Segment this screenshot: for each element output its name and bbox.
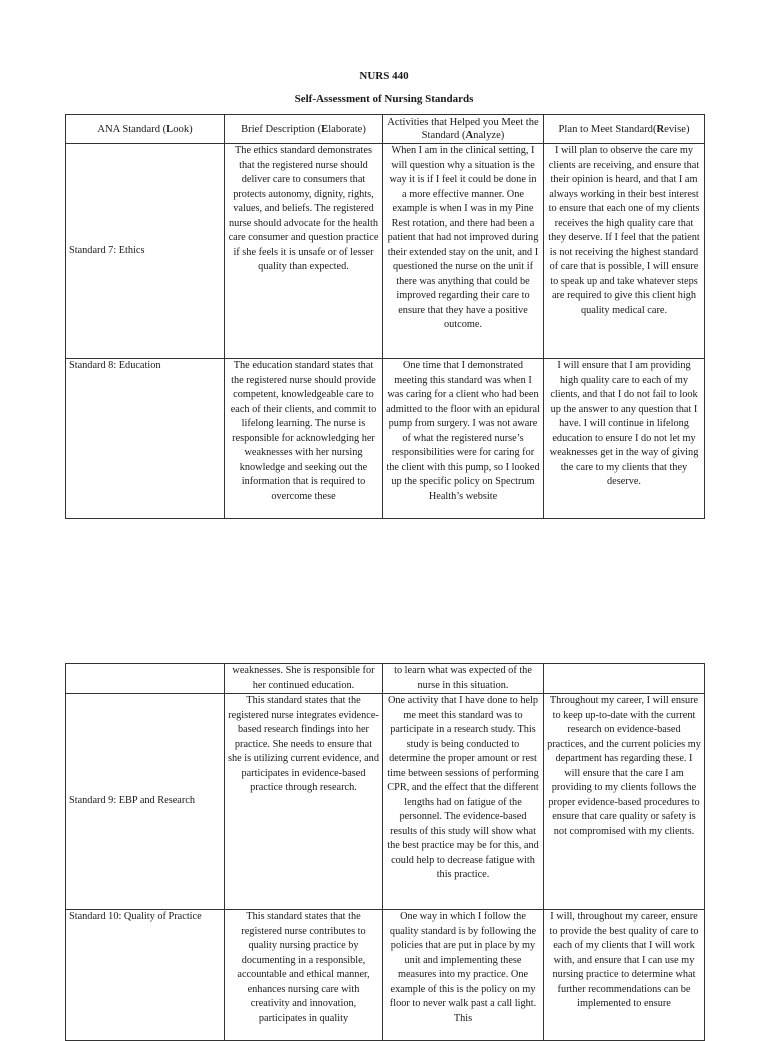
standard-name: Standard 8: Education — [66, 359, 225, 519]
standard-name: Standard 9: EBP and Research — [66, 694, 225, 910]
table-row — [66, 910, 705, 1041]
standard-activities: One time that I demonstrated meeting this standard was when I was caring for a client who had been admitted to the floor with an epidural pump from surgery. I was not aware of what the registered nurse’s responsibilities were for caring for the client with this pump, so I looked up the specific policy on Spectrum Health’s website — [383, 359, 544, 519]
header-ana-standard: ANA Standard (Look) — [66, 115, 225, 144]
header-activities: Activities that Helped you Meet the Standard (Analyze) — [383, 115, 544, 144]
table-row — [66, 144, 705, 359]
table-row — [66, 694, 705, 910]
standard-description: weaknesses. She is responsible for her continued education. — [225, 664, 383, 694]
standard-activities: to learn what was expected of the nurse in this situation. — [383, 664, 544, 694]
standard-plan: I will plan to observe the care my clients are receiving, and ensure that their opinion is heard, and that I am always working in their best interest to ensure that each one of my clients receives the high quality care that they deserve. If I feel that the patient is not receiving the highest standard of care that is possible, I will ensure to speak up and take whatever steps are required to give this client high quality medical care. — [544, 144, 705, 359]
header-brief-description: Brief Description (Elaborate) — [225, 115, 383, 144]
standard-name: Standard 7: Ethics — [66, 144, 225, 359]
standard-description: The ethics standard demonstrates that the registered nurse should deliver care to consumers that protects autonomy, dignity, rights, values, and beliefs. The registered nurse should advocate for the health care consumer and question practice if she feels it is unsafe or of lesser quality than expected. — [225, 144, 383, 359]
standard-activities: When I am in the clinical setting, I will question why a situation is the way it is if I feel it could be done in a more effective manner. One example is when I was in my Pine Rest rotation, and there had been a patient that had not improved during their extended stay on the unit, and I questioned the nurse on the unit if there was anything that could be improved regarding their care to ensure that they have a positive outcome. — [383, 144, 544, 359]
standard-plan: I will ensure that I am providing high quality care to each of my clients, and that I do not fail to look up the answer to any question that I have. I will continue in lifelong education to ensure I do not let my weaknesses get in the way of giving the care to my clients that they deserve. — [544, 359, 705, 519]
table-header-row — [66, 115, 705, 144]
continuation-row — [66, 664, 705, 694]
standard-activities: One activity that I have done to help me meet this standard was to participate in a research study. This study is being conducted to determine the proper amount or rest time between sessions of performing CPR, and the effect that the different lengths had on fatigue of the personnel. The evidence-based results of this study will show what the best practice may be for this, and could help to decrease fatigue with this practice. — [383, 694, 544, 910]
standard-description: The education standard states that the registered nurse should provide competent, knowledgeable care to each of their clients, and commit to lifelong learning. The nurse is responsible for acknowledging her weaknesses with her nursing knowledge and seeking out the information that is required to overcome these — [225, 359, 383, 519]
document-title: Self-Assessment of Nursing Standards — [294, 93, 474, 105]
standard-name — [66, 664, 225, 694]
standard-activities: One way in which I follow the quality standard is by following the policies that are put in place by my unit and implementing these measures into my practice. One example of this is the policy on my floor to never walk past a call light. This — [383, 910, 544, 1041]
header-plan: Plan to Meet Standard(Revise) — [544, 115, 705, 144]
standard-name: Standard 10: Quality of Practice — [66, 910, 225, 1041]
standard-plan — [544, 664, 705, 694]
course-code: NURS 440 — [359, 70, 409, 82]
standard-description: This standard states that the registered nurse contributes to quality nursing practice by documenting in a responsible, accountable and ethical manner, enhances nursing care with creativity and innovation, participates in quality — [225, 910, 383, 1041]
standards-table-page2 — [65, 663, 705, 1041]
standard-description: This standard states that the registered nurse integrates evidence-based research findings into her practice. She needs to ensure that she is utilizing current evidence, and participates in evidence-based practice through research. — [225, 694, 383, 910]
standards-table-page1 — [65, 114, 705, 519]
table-row — [66, 359, 705, 519]
standard-plan: Throughout my career, I will ensure to keep up-to-date with the current research on evidence-based practices, and the current policies my department has regarding these. I will ensure that the care I am providing to my clients follows the proper evidence-based procedures to ensure that care quality or safety is not compromised with my clients. — [544, 694, 705, 910]
standard-plan: I will, throughout my career, ensure to provide the best quality of care to each of my clients that I will work with, and ensure that I can use my nursing practice to determine what further recommendations can be implemented to ensure — [544, 910, 705, 1041]
